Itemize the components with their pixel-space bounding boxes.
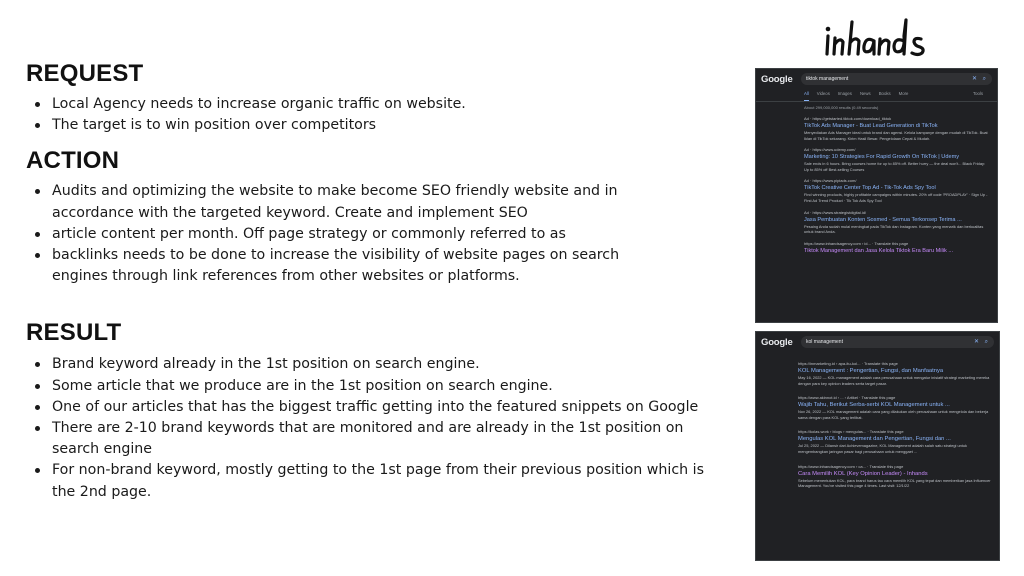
serp-result-title: Tiktok Management dan Jasa Kelola Tiktok Era Baru Milik ... [804,247,954,254]
list-item: Audits and optimizing the website to make become SEO friendly website and in accordance with the targeted keyword. Create and implement SEO [52,181,642,223]
serp-tab: All [804,91,809,101]
serp-result-snippet: Nov 26, 2022 — KOL management adalah cara yang dilakukan oleh perusahaan untuk mengelola dan bekerja sama dengan para KOL yang terlibat. [798,409,989,420]
serp-result-title: KOL Management : Pengertian, Fungsi, dan Manfaatnya [798,368,944,374]
serp-header [756,69,997,89]
list-item: backlinks needs to be done to increase the visibility of website pages on search engines through link references from other websites or platforms. [52,245,642,287]
serp-result-url: https://inmarketing.id › apa-itu-kol... · Translate this page [798,361,898,366]
list-item: Local Agency needs to increase organic traffic on website. [52,94,716,115]
serp-tools: Tools [972,91,983,96]
google-logo: Google [761,336,793,348]
serp-results [756,352,999,489]
serp-result [756,235,997,254]
serp-tab: More [898,91,909,96]
list-item: article content per month. Off page strategy or commonly referred to as [52,224,642,245]
serp-result-title: Cara Memilih KOL (Key Opinion Leader) - Inhands [798,470,928,477]
serp-search-box [801,73,992,85]
serp-result [756,386,999,420]
search-icon: ✕ ⌕ [973,339,990,345]
serp-result [756,455,999,489]
serp-result-url: Ad · https://www.udemy.com/ [804,147,856,153]
serp-tab: Images [837,91,852,96]
serp-result-title: TikTok Ads Manager - Buat Lead Generation di TikTok [804,123,938,129]
list-item: There are 2-10 brand keywords that are monitored and are already in the 1st position on search engine [52,418,717,460]
serp-result-url: Ad · https://getstarted.tiktok.com/download_tiktok [804,116,892,121]
serp-result-url: https://www.inhandsagency.com › id... · Translate this page [804,240,909,246]
result-list [26,354,717,502]
serp-result-title: Mengulas KOL Management dan Pengertian, Fungsi dan ... [798,436,951,443]
serp-result-url: Ad · https://www.strategistdigital.id/ [804,209,867,215]
list-item: For non-brand keyword, mostly getting to the 1st page from their previous position which is the 2nd page. [52,460,717,502]
serp-query: kol management [806,339,843,345]
result-heading: RESULT [26,319,122,347]
serp-result [756,141,997,172]
serp-stats: About 299,000,000 results (0.49 seconds) [804,105,879,110]
serp-result-snippet: Sale ends in 6 hours. Bring courses home for up to 85% off. Better hurry — the deal won't... Black Friday: Up to 85% off Best-selling Courses [804,161,986,172]
content-column [26,60,716,503]
serp-result-snippet: Sebelum menentukan KOL, para brand harus tau cara memilih KOL yang tepat dan memberikan jasa Influencer Management. You've visited this page 4 times. Last visit: 12/1/22 [798,477,991,489]
serp-search-box [801,336,994,348]
serp-result [756,172,997,203]
serp-result-title: TikTok Creative Center Top Ad - Tik-Tok Ads Spy Tool [804,185,936,192]
serp-result [756,110,997,141]
serp-tabs [756,89,997,102]
serp-screenshot-tiktok [755,68,998,323]
serp-result-title: Marketing: 10 Strategies For Rapid Growth On TikTok | Udemy [804,154,960,161]
serp-result-snippet: Menyediakan Ads Manager ideal untuk brand dan agensi. Kelola kampanye dengan mudah di TikTok. Buat Iklan di TikTok sekarang. Kirim Hasil Besar. Pengelolaan Cepat & Mudah. [804,130,988,141]
serp-query: tiktok management [806,76,849,82]
action-heading: ACTION [26,147,120,175]
inhands-logo-icon [822,14,934,62]
serp-result-snippet: Pesaing Anda sudah mulai meningkat pada TikTok dan Instagram. Konten yang menarik dan berkualitas untuk brand Anda. [804,223,984,235]
serp-screenshot-kol [755,331,1000,561]
serp-result-url: Ad · https://www.pipiads.com/ [804,178,857,184]
serp-header [756,332,999,352]
serp-result [756,352,999,386]
serp-results [756,110,997,254]
serp-tab: Books [878,91,891,96]
serp-result-url: https://www.akinnot.id › ... › Artikel · Translate this page [798,395,896,401]
list-item: Some article that we produce are in the 1st position on search engine. [52,376,717,397]
serp-result-snippet: May 16, 2022 — KOL management adalah cara perusahaan untuk mengatur inisiatif strategi marketing mereka dengan para key opinion leaders serta target pasar. [798,375,990,386]
list-item: The target is to win position over competitors [52,115,716,136]
list-item: Brand keyword already in the 1st position on search engine. [52,354,717,375]
serp-result-url: https://kolas.work › blogs › mengulas... · Translate this page [798,429,904,435]
serp-result-snippet: Jul 25, 2022 — Dilansir dari Achievemagazine, KOL Management adalah salah satu strategi untuk mengembangkan jaringan pasar bagi perusahaan untuk menggaet ... [798,443,967,454]
serp-result-snippet: Find winning products, highly profitable campaigns within minutes. 20% off code 'PROADPLAY' · Sign Up - First Ad Trend Product · Tik Tok Ads Spy Tool [804,192,988,203]
serp-result [756,204,997,235]
request-list [26,94,716,136]
serp-result-title: Jasa Pembuatan Konten Sosmed - Semua Terkonsep Terima ... [804,216,962,223]
list-item: One of our articles that has the biggest traffic getting into the featured snippets on Google [52,397,717,418]
serp-result [756,420,999,454]
serp-result-url: https://www.inhandsagency.com › ca... · Translate this page [798,463,904,469]
serp-result-title: Wajib Tahu, Berikut Serba-serbi KOL Management untuk ... [798,402,950,409]
action-list [26,181,642,287]
request-heading: REQUEST [26,60,144,87]
serp-tab: News [859,91,871,96]
search-icon: ✕ ⌕ [971,76,988,82]
serp-tab: Videos [816,91,830,96]
brand-logo [822,14,934,62]
google-logo: Google [761,73,793,85]
